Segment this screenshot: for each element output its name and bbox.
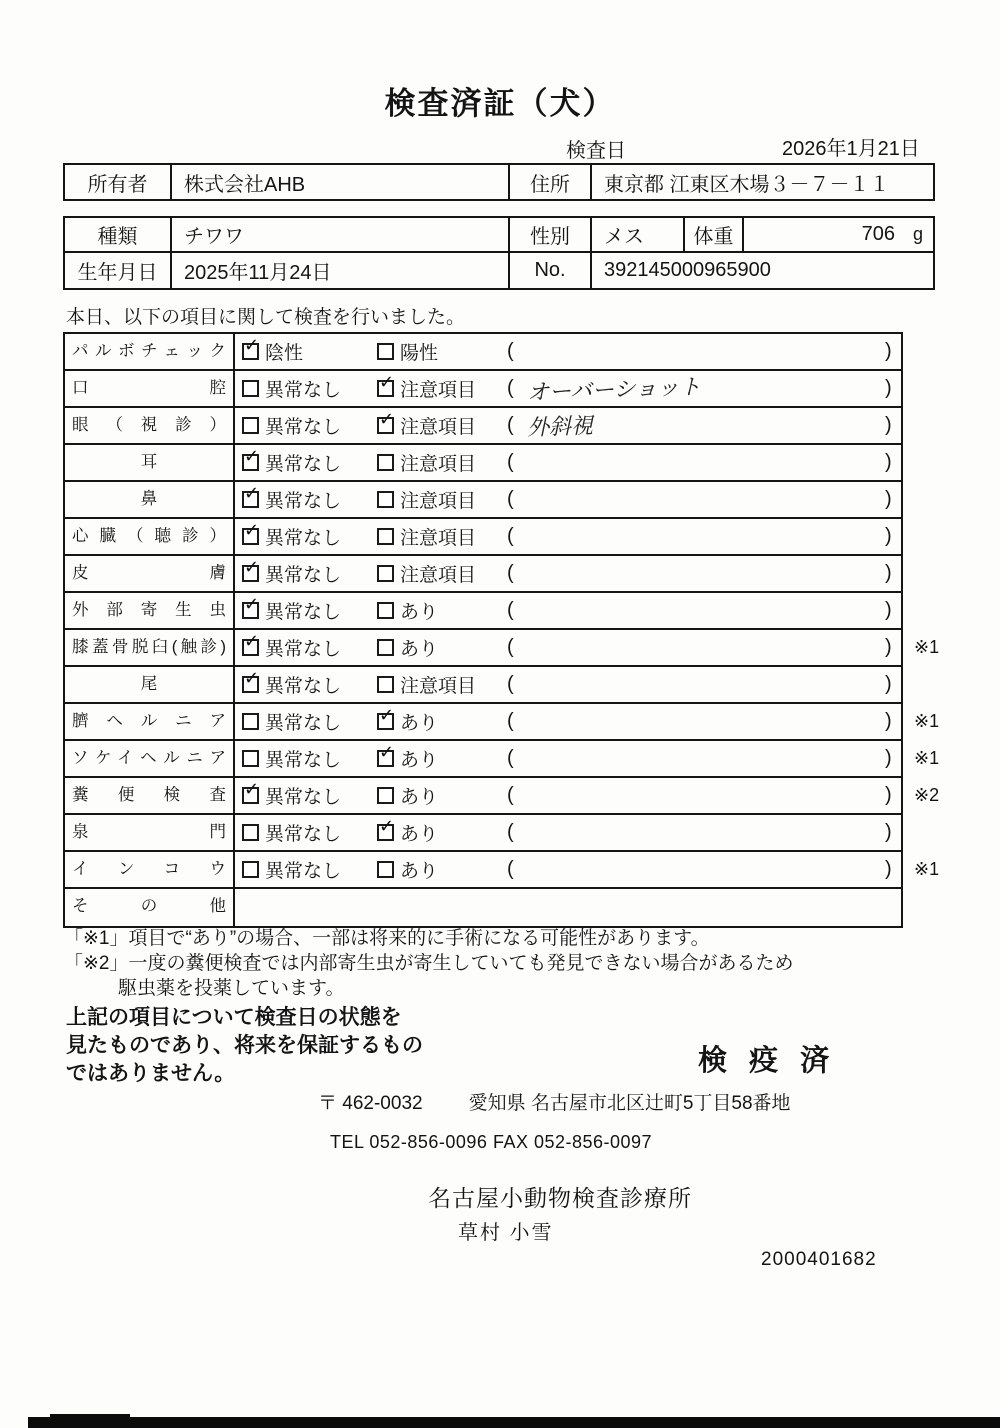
checkbox[interactable] bbox=[242, 779, 260, 804]
checkbox[interactable] bbox=[242, 520, 260, 545]
checkbox[interactable] bbox=[377, 372, 395, 397]
checklist-option-1 bbox=[242, 408, 341, 443]
paren-close: ) bbox=[885, 451, 892, 473]
checklist-option-2 bbox=[377, 445, 476, 480]
checkbox[interactable] bbox=[377, 705, 395, 730]
paren-open: ( bbox=[507, 451, 514, 473]
checkbox[interactable] bbox=[242, 380, 259, 397]
checklist-item-label: その他 bbox=[65, 889, 235, 926]
pet-row-1 bbox=[65, 218, 933, 253]
option-label: あり bbox=[400, 750, 439, 771]
checklist-option-1 bbox=[242, 630, 341, 665]
check-mark: ✓ bbox=[379, 816, 395, 836]
paren-close: ) bbox=[885, 858, 892, 880]
option-label: 異常なし bbox=[265, 824, 342, 845]
option-label: 異常なし bbox=[265, 417, 342, 438]
checklist-row bbox=[65, 445, 901, 482]
no-value: 392145000965900 bbox=[604, 259, 771, 281]
checklist-option-1 bbox=[242, 815, 341, 850]
checklist-option-1 bbox=[242, 334, 303, 369]
checkbox[interactable] bbox=[377, 639, 394, 656]
checklist-option-1 bbox=[242, 778, 341, 813]
check-mark: ✓ bbox=[244, 668, 260, 688]
checklist-item-label: 膝蓋骨脱臼(触診) bbox=[65, 630, 235, 665]
sex-value: メス bbox=[592, 218, 685, 251]
checklist-item-label: 皮膚 bbox=[65, 556, 235, 591]
checkbox[interactable] bbox=[242, 446, 260, 471]
check-mark: ✓ bbox=[244, 779, 260, 799]
paren-open: ( bbox=[507, 673, 514, 695]
option-label: あり bbox=[400, 639, 439, 660]
checklist-row bbox=[65, 741, 940, 778]
checklist-item-label: ソケイヘルニア bbox=[65, 741, 235, 776]
checkbox[interactable] bbox=[377, 409, 395, 434]
birthdate-label: 生年月日 bbox=[65, 253, 172, 288]
checklist-row bbox=[65, 593, 901, 630]
address-value: 東京都 江東区木場３－７－１１ bbox=[604, 173, 890, 196]
postal-code: 〒 462-0032 bbox=[318, 1093, 423, 1114]
weight-cell bbox=[744, 218, 933, 251]
inspection-date-value: 2026年1月21日 bbox=[782, 138, 920, 160]
owner-label: 所有者 bbox=[65, 165, 172, 199]
checklist-option-1 bbox=[242, 556, 341, 591]
disclaimer-line: ではありません。 bbox=[66, 1062, 236, 1085]
option-label: 異常なし bbox=[265, 676, 342, 697]
checklist-option-2 bbox=[377, 593, 438, 628]
check-mark: ✓ bbox=[244, 446, 260, 466]
postal-line bbox=[318, 1088, 791, 1115]
address-label: 住所 bbox=[510, 165, 592, 199]
checklist-item-label: 糞便検査 bbox=[65, 778, 235, 813]
checklist-row bbox=[65, 815, 901, 852]
checklist-option-2 bbox=[377, 815, 438, 850]
checklist-option-2 bbox=[377, 667, 476, 702]
checklist-option-1 bbox=[242, 482, 341, 517]
checklist-row bbox=[65, 556, 901, 593]
checklist-option-1 bbox=[242, 704, 341, 739]
owner-value: 株式会社AHB bbox=[172, 165, 510, 199]
checkbox[interactable] bbox=[242, 750, 259, 767]
check-mark: ✓ bbox=[379, 372, 395, 392]
checklist-option-2 bbox=[377, 482, 476, 517]
checkbox[interactable] bbox=[242, 824, 259, 841]
checklist-option-2 bbox=[377, 519, 476, 554]
checkbox[interactable] bbox=[377, 676, 394, 693]
paren-close: ) bbox=[885, 525, 892, 547]
checklist-row bbox=[65, 852, 940, 889]
option-label: あり bbox=[400, 824, 439, 845]
paren-close: ) bbox=[885, 488, 892, 510]
checkbox[interactable] bbox=[377, 454, 394, 471]
checkbox[interactable] bbox=[377, 343, 394, 360]
paren-close: ) bbox=[885, 821, 892, 843]
checklist-option-2 bbox=[377, 852, 438, 887]
paren-open: ( bbox=[507, 340, 514, 362]
option-label: 異常なし bbox=[265, 565, 342, 586]
option-label: 注意項目 bbox=[400, 565, 477, 586]
checklist-row bbox=[65, 704, 940, 741]
checklist-row bbox=[65, 889, 901, 926]
checkbox[interactable] bbox=[242, 335, 260, 360]
checkbox[interactable] bbox=[242, 417, 259, 434]
checkbox[interactable] bbox=[242, 631, 260, 656]
option-label: あり bbox=[400, 602, 439, 623]
checklist-item-label: 口腔 bbox=[65, 371, 235, 406]
weight-unit: g bbox=[912, 224, 923, 244]
ref-mark: ※1 bbox=[914, 637, 940, 657]
checklist-option-2 bbox=[377, 334, 438, 369]
option-label: 注意項目 bbox=[400, 380, 477, 401]
paren-open: ( bbox=[507, 858, 514, 880]
checklist-option-1 bbox=[242, 519, 341, 554]
weight-value: 706 bbox=[861, 223, 895, 245]
paren-close: ) bbox=[885, 562, 892, 584]
paren-close: ) bbox=[885, 784, 892, 806]
checklist-table bbox=[63, 332, 940, 928]
option-label: 注意項目 bbox=[400, 528, 477, 549]
checklist-option-2 bbox=[377, 408, 476, 443]
option-label: 異常なし bbox=[265, 713, 342, 734]
option-label: 異常なし bbox=[265, 787, 342, 808]
checklist-option-2 bbox=[377, 741, 438, 776]
paren-close: ) bbox=[885, 710, 892, 732]
checklist-row bbox=[65, 667, 901, 704]
statement-text: 本日、以下の項目に関して検査を行いました。 bbox=[66, 307, 466, 328]
checkbox[interactable] bbox=[242, 861, 259, 878]
note-line: 「※2」一度の糞便検査では内部寄生虫が寄生していても発見できない場合があるため bbox=[64, 953, 794, 974]
checkbox[interactable] bbox=[242, 557, 260, 582]
paren-entry: オーバーショット bbox=[526, 374, 702, 407]
checklist-row bbox=[65, 778, 940, 815]
scan-artifact-bar bbox=[28, 1417, 1000, 1428]
ref-mark: ※1 bbox=[914, 711, 940, 731]
sex-label: 性別 bbox=[510, 218, 592, 251]
check-mark: ✓ bbox=[244, 631, 260, 651]
checklist-row bbox=[65, 408, 901, 445]
ref-mark: ※1 bbox=[914, 748, 940, 768]
option-label: 異常なし bbox=[265, 491, 342, 512]
checklist-option-1 bbox=[242, 667, 341, 702]
checklist-option-2 bbox=[377, 630, 438, 665]
paren-open: ( bbox=[507, 784, 514, 806]
ref-mark: ※2 bbox=[914, 785, 940, 805]
quarantine-stamp: 検 疫 済 bbox=[698, 1045, 837, 1077]
checkbox[interactable] bbox=[377, 528, 394, 545]
clinic-name: 名古屋小動物検査診療所 bbox=[428, 1185, 692, 1211]
checklist-option-2 bbox=[377, 371, 476, 406]
checklist-option-2 bbox=[377, 778, 438, 813]
checklist-item-label: インコウ bbox=[65, 852, 235, 887]
option-label: 注意項目 bbox=[400, 417, 477, 438]
checkbox[interactable] bbox=[242, 713, 259, 730]
notes-block bbox=[64, 926, 794, 1001]
check-mark: ✓ bbox=[244, 557, 260, 577]
weight-label: 体重 bbox=[685, 218, 744, 251]
option-label: 陽性 bbox=[400, 343, 439, 364]
option-label: 異常なし bbox=[265, 602, 342, 623]
checklist-option-1 bbox=[242, 445, 341, 480]
paren-close: ) bbox=[885, 414, 892, 436]
paren-open: ( bbox=[507, 414, 514, 436]
inspection-date-label: 検査日 bbox=[566, 140, 626, 162]
checkbox[interactable] bbox=[242, 483, 260, 508]
option-label: 異常なし bbox=[265, 528, 342, 549]
checklist-row bbox=[65, 519, 901, 556]
checklist-option-2 bbox=[377, 556, 476, 591]
checklist-item-label: 臍ヘルニア bbox=[65, 704, 235, 739]
check-mark: ✓ bbox=[244, 594, 260, 614]
check-mark: ✓ bbox=[379, 409, 395, 429]
option-label: 異常なし bbox=[265, 639, 342, 660]
checklist-row bbox=[65, 371, 901, 408]
checklist-option-1 bbox=[242, 593, 341, 628]
paren-open: ( bbox=[507, 377, 514, 399]
clinic-address: 愛知県 名古屋市北区辻町5丁目58番地 bbox=[468, 1093, 791, 1114]
disclaimer-line: 見たものであり、将来を保証するもの bbox=[66, 1034, 423, 1057]
page-title: 検査済証（犬） bbox=[384, 86, 616, 121]
checklist-option-1 bbox=[242, 741, 341, 776]
checklist-row bbox=[65, 334, 901, 371]
paren-close: ) bbox=[885, 599, 892, 621]
option-label: あり bbox=[400, 713, 439, 734]
paren-open: ( bbox=[507, 562, 514, 584]
serial-number: 2000401682 bbox=[761, 1249, 877, 1270]
birthdate-value: 2025年11月24日 bbox=[172, 253, 510, 288]
paren-open: ( bbox=[507, 599, 514, 621]
paren-close: ) bbox=[885, 377, 892, 399]
pet-row-2 bbox=[65, 253, 933, 288]
option-label: 注意項目 bbox=[400, 491, 477, 512]
option-label: 注意項目 bbox=[400, 454, 477, 475]
checkbox[interactable] bbox=[377, 816, 395, 841]
checkbox[interactable] bbox=[242, 668, 260, 693]
checklist-option-1 bbox=[242, 852, 341, 887]
checklist-item-label: 鼻 bbox=[65, 482, 235, 517]
type-value: チワワ bbox=[172, 218, 510, 251]
paren-close: ) bbox=[885, 747, 892, 769]
checkbox[interactable] bbox=[242, 594, 260, 619]
checklist-item-label: 耳 bbox=[65, 445, 235, 480]
checkbox[interactable] bbox=[377, 861, 394, 878]
check-mark: ✓ bbox=[244, 483, 260, 503]
option-label: 異常なし bbox=[265, 454, 342, 475]
checkbox[interactable] bbox=[377, 565, 394, 582]
disclaimer-line: 上記の項目について検査日の状態を bbox=[66, 1006, 402, 1029]
checklist-option-1 bbox=[242, 371, 341, 406]
checklist-row bbox=[65, 482, 901, 519]
ref-mark: ※1 bbox=[914, 859, 940, 879]
checkbox[interactable] bbox=[377, 787, 394, 804]
checklist-row bbox=[65, 630, 940, 667]
paren-open: ( bbox=[507, 636, 514, 658]
checkbox[interactable] bbox=[377, 742, 395, 767]
check-mark: ✓ bbox=[244, 520, 260, 540]
checklist-item-label: 眼（視診） bbox=[65, 408, 235, 443]
checklist-item-label: パルボチェック bbox=[65, 334, 235, 369]
owner-table bbox=[63, 163, 935, 201]
checklist-option-2 bbox=[377, 704, 438, 739]
checkbox[interactable] bbox=[377, 491, 394, 508]
option-label: 異常なし bbox=[265, 861, 342, 882]
check-mark: ✓ bbox=[244, 335, 260, 355]
paren-entry: 外斜視 bbox=[526, 413, 594, 442]
checklist-item-label: 心臓（聴診） bbox=[65, 519, 235, 554]
tel-fax-line: TEL 052-856-0096 FAX 052-856-0097 bbox=[330, 1132, 653, 1152]
option-label: 陰性 bbox=[265, 343, 304, 364]
paren-close: ) bbox=[885, 673, 892, 695]
option-label: 注意項目 bbox=[400, 676, 477, 697]
option-label: 異常なし bbox=[265, 750, 342, 771]
paren-open: ( bbox=[507, 525, 514, 547]
paren-close: ) bbox=[885, 340, 892, 362]
paren-open: ( bbox=[507, 821, 514, 843]
checklist-item-label: 外部寄生虫 bbox=[65, 593, 235, 628]
check-mark: ✓ bbox=[379, 742, 395, 762]
check-mark: ✓ bbox=[379, 705, 395, 725]
disclaimer-block bbox=[66, 1004, 423, 1088]
veterinarian-name: 草村 小雪 bbox=[458, 1222, 554, 1244]
paren-open: ( bbox=[507, 747, 514, 769]
note-line: 駆虫薬を投薬しています。 bbox=[118, 978, 345, 999]
owner-row bbox=[65, 165, 933, 199]
option-label: あり bbox=[400, 861, 439, 882]
option-label: 異常なし bbox=[265, 380, 342, 401]
checkbox[interactable] bbox=[377, 602, 394, 619]
checklist-item-label: 泉門 bbox=[65, 815, 235, 850]
no-label: No. bbox=[510, 253, 592, 288]
paren-open: ( bbox=[507, 488, 514, 510]
paren-open: ( bbox=[507, 710, 514, 732]
note-line: 「※1」項目で“あり”の場合、一部は将来的に手術になる可能性があります。 bbox=[64, 928, 710, 949]
pet-table bbox=[63, 216, 935, 290]
option-label: あり bbox=[400, 787, 439, 808]
paren-close: ) bbox=[885, 636, 892, 658]
checklist-item-label: 尾 bbox=[65, 667, 235, 702]
type-label: 種類 bbox=[65, 218, 172, 251]
